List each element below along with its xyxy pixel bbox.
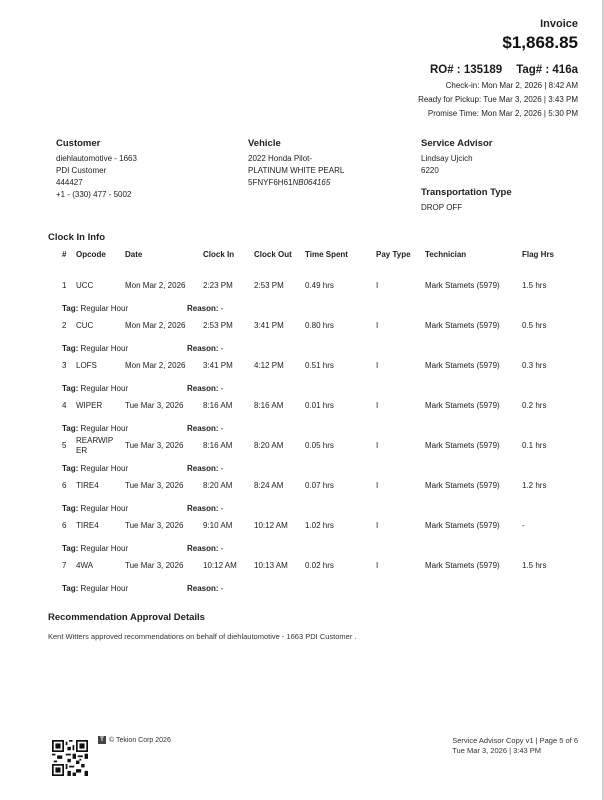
row-clock-in: 8:20 AM: [203, 481, 233, 490]
vehicle-title: Vehicle: [248, 138, 281, 149]
row-opcode: TIRE4: [76, 521, 99, 530]
row-date: Tue Mar 3, 2026: [125, 561, 184, 570]
advisor-title: Service Advisor: [421, 138, 493, 149]
qr-code: [52, 740, 88, 776]
reason-label: Reason:: [187, 544, 219, 553]
advisor-section: [421, 138, 591, 214]
row-clock-out: 8:20 AM: [254, 441, 284, 450]
row-clock-out: 8:24 AM: [254, 481, 284, 490]
reason-value: -: [220, 584, 224, 593]
row-flag-hrs: 1.2 hrs: [522, 481, 547, 490]
transport-value: DROP OFF: [421, 203, 463, 212]
customer-name: diehlautomotive - 1663: [56, 154, 137, 163]
tag-label: Tag:: [62, 544, 79, 553]
row-clock-in: 2:53 PM: [203, 321, 233, 330]
ro-tag-line: [418, 64, 578, 76]
row-clock-in: 2:23 PM: [203, 281, 233, 290]
col-header-date: Date: [125, 250, 143, 259]
row-clock-out: 10:13 AM: [254, 561, 288, 570]
row-date: Tue Mar 3, 2026: [125, 441, 184, 450]
vehicle-section: [248, 138, 408, 189]
advisor-id: 6220: [421, 166, 439, 175]
row-flag-hrs: -: [522, 521, 525, 530]
table-row: [56, 384, 576, 433]
reason-label: Reason:: [187, 304, 219, 313]
transport-title: Transportation Type: [421, 187, 512, 198]
row-clock-in: 10:12 AM: [203, 561, 237, 570]
tag-label: Tag:: [62, 504, 79, 513]
row-pay-type: I: [376, 321, 379, 330]
tag-label: Tag:: [62, 584, 79, 593]
row-time-spent: 0.01 hrs: [305, 401, 334, 410]
reason-label: Reason:: [187, 504, 219, 513]
row-technician: Mark Stamets (5979): [425, 401, 500, 410]
customer-title: Customer: [56, 138, 101, 149]
clock-in-table: [56, 250, 576, 593]
row-flag-hrs: 0.3 hrs: [522, 361, 547, 370]
reason-value: -: [220, 544, 224, 553]
row-time-spent: 0.49 hrs: [305, 281, 334, 290]
tekion-logo-icon: T: [98, 736, 106, 744]
row-opcode: CUC: [76, 321, 94, 330]
col-header-technician: Technician: [425, 250, 467, 259]
row-time-spent: 0.02 hrs: [305, 561, 334, 570]
tag-number: Tag# : 416a: [516, 64, 578, 76]
copyright: [98, 736, 171, 744]
reason-label: Reason:: [187, 424, 219, 433]
row-num: 4: [62, 401, 67, 410]
row-num: 6: [62, 521, 67, 530]
table-row: [56, 424, 576, 473]
recommendation-text: Kent Witters approved recommendations on behalf of diehlautomotive - 1663 PDI Customer .: [48, 632, 357, 641]
row-time-spent: 0.80 hrs: [305, 321, 334, 330]
row-flag-hrs: 1.5 hrs: [522, 561, 547, 570]
table-row: [56, 264, 576, 313]
row-clock-in: 8:16 AM: [203, 441, 233, 450]
col-header-time-spent: Time Spent: [305, 250, 348, 259]
row-technician: Mark Stamets (5979): [425, 281, 500, 290]
copyright-text: © Tekion Corp 2026: [109, 736, 171, 744]
row-num: 1: [62, 281, 67, 290]
tag-value: Regular Hour: [80, 464, 129, 473]
vin-suffix: NB064165: [292, 178, 331, 187]
advisor-name: Lindsay Ujcich: [421, 154, 473, 163]
vin-prefix: 5FNYF6H61: [248, 178, 293, 187]
footer-info: [452, 736, 578, 756]
row-opcode: 4WA: [76, 561, 94, 570]
row-clock-out: 4:12 PM: [254, 361, 284, 370]
row-time-spent: 1.02 hrs: [305, 521, 334, 530]
invoice-header: [418, 18, 578, 121]
tag-label: Tag:: [62, 344, 79, 353]
row-num: 2: [62, 321, 67, 330]
row-flag-hrs: 0.5 hrs: [522, 321, 547, 330]
tag-value: Regular Hour: [80, 504, 129, 513]
ro-number: RO# : 135189: [429, 64, 503, 76]
row-clock-out: 8:16 AM: [254, 401, 284, 410]
row-pay-type: I: [376, 521, 379, 530]
row-opcode: WIPER: [76, 401, 103, 410]
row-clock-in: 8:16 AM: [203, 401, 233, 410]
tag-value: Regular Hour: [80, 384, 129, 393]
reason-label: Reason:: [187, 464, 219, 473]
invoice-total: $1,868.85: [502, 33, 578, 52]
tag-label: Tag:: [62, 384, 79, 393]
row-technician: Mark Stamets (5979): [425, 321, 500, 330]
row-opcode: LOFS: [76, 361, 97, 370]
tag-value: Regular Hour: [80, 424, 129, 433]
row-pay-type: I: [376, 361, 379, 370]
col-header-pay-type: Pay Type: [376, 250, 411, 259]
col-header-flag-hrs: Flag Hrs: [522, 250, 555, 259]
tag-value: Regular Hour: [80, 344, 129, 353]
row-num: 3: [62, 361, 67, 370]
ready-time: Ready for Pickup: Tue Mar 3, 2026 | 3:43 PM: [418, 95, 578, 104]
customer-phone: +1 - (330) 477 - 5002: [56, 190, 132, 199]
row-opcode: TIRE4: [76, 481, 99, 490]
row-flag-hrs: 0.1 hrs: [522, 441, 547, 450]
col-header-clock-in: Clock In: [203, 250, 235, 259]
row-date: Mon Mar 2, 2026: [125, 321, 186, 330]
checkin-time: Check-in: Mon Mar 2, 2026 | 8:42 AM: [445, 81, 578, 90]
vehicle-model: 2022 Honda Pilot-: [248, 154, 313, 163]
print-date: Tue Mar 3, 2026 | 3:43 PM: [452, 746, 542, 755]
table-row: [56, 304, 576, 353]
reason-value: -: [220, 424, 224, 433]
row-num: 7: [62, 561, 67, 570]
copy-page-info: Service Advisor Copy v1 | Page 5 of 6: [452, 736, 578, 745]
row-clock-out: 3:41 PM: [254, 321, 284, 330]
reason-label: Reason:: [187, 584, 219, 593]
customer-name-2: PDI Customer: [56, 166, 107, 175]
row-pay-type: I: [376, 441, 379, 450]
reason-label: Reason:: [187, 344, 219, 353]
info-block: [56, 138, 596, 218]
row-num: 6: [62, 481, 67, 490]
table-header: [56, 250, 576, 264]
row-time-spent: 0.51 hrs: [305, 361, 334, 370]
reason-value: -: [220, 384, 224, 393]
row-opcode: UCC: [76, 281, 94, 290]
row-date: Mon Mar 2, 2026: [125, 361, 186, 370]
col-header-num: #: [62, 250, 67, 259]
row-time-spent: 0.07 hrs: [305, 481, 334, 490]
table-body: [56, 264, 576, 593]
row-opcode: REARWIP ER: [76, 436, 114, 455]
reason-value: -: [220, 344, 224, 353]
row-technician: Mark Stamets (5979): [425, 561, 500, 570]
table-row: [56, 544, 576, 593]
row-date: Tue Mar 3, 2026: [125, 521, 184, 530]
tag-value: Regular Hour: [80, 584, 129, 593]
row-tag: [62, 584, 128, 593]
vehicle-vin: [248, 177, 408, 189]
tag-label: Tag:: [62, 304, 79, 313]
table-row: [56, 344, 576, 393]
row-clock-in: 3:41 PM: [203, 361, 233, 370]
tag-value: Regular Hour: [80, 544, 129, 553]
row-flag-hrs: 1.5 hrs: [522, 281, 547, 290]
row-reason: [187, 584, 223, 593]
reason-value: -: [220, 464, 224, 473]
table-row: [56, 464, 576, 513]
table-row: [56, 504, 576, 553]
customer-id: 444427: [56, 178, 83, 187]
row-technician: Mark Stamets (5979): [425, 521, 500, 530]
row-clock-out: 10:12 AM: [254, 521, 288, 530]
promise-time: Promise Time: Mon Mar 2, 2026 | 5:30 PM: [427, 109, 578, 118]
customer-section: [56, 138, 236, 201]
invoice-label: Invoice: [540, 18, 578, 30]
tag-label: Tag:: [62, 424, 79, 433]
tag-label: Tag:: [62, 464, 79, 473]
tag-value: Regular Hour: [80, 304, 129, 313]
vehicle-color: PLATINUM WHITE PEARL: [248, 166, 345, 175]
col-header-clock-out: Clock Out: [254, 250, 292, 259]
row-clock-out: 2:53 PM: [254, 281, 284, 290]
row-date: Mon Mar 2, 2026: [125, 281, 186, 290]
row-technician: Mark Stamets (5979): [425, 481, 500, 490]
reason-value: -: [220, 304, 224, 313]
row-clock-in: 9:10 AM: [203, 521, 233, 530]
clock-in-title: Clock In Info: [48, 232, 105, 243]
row-technician: Mark Stamets (5979): [425, 441, 500, 450]
header-dates: [418, 79, 578, 121]
recommendation-title: Recommendation Approval Details: [48, 612, 205, 623]
row-pay-type: I: [376, 561, 379, 570]
col-header-opcode: Opcode: [76, 250, 106, 259]
row-pay-type: I: [376, 481, 379, 490]
row-pay-type: I: [376, 281, 379, 290]
row-time-spent: 0.05 hrs: [305, 441, 334, 450]
row-pay-type: I: [376, 401, 379, 410]
row-flag-hrs: 0.2 hrs: [522, 401, 547, 410]
row-technician: Mark Stamets (5979): [425, 361, 500, 370]
row-date: Tue Mar 3, 2026: [125, 401, 184, 410]
row-date: Tue Mar 3, 2026: [125, 481, 184, 490]
row-num: 5: [62, 441, 67, 450]
reason-value: -: [220, 504, 224, 513]
reason-label: Reason:: [187, 384, 219, 393]
